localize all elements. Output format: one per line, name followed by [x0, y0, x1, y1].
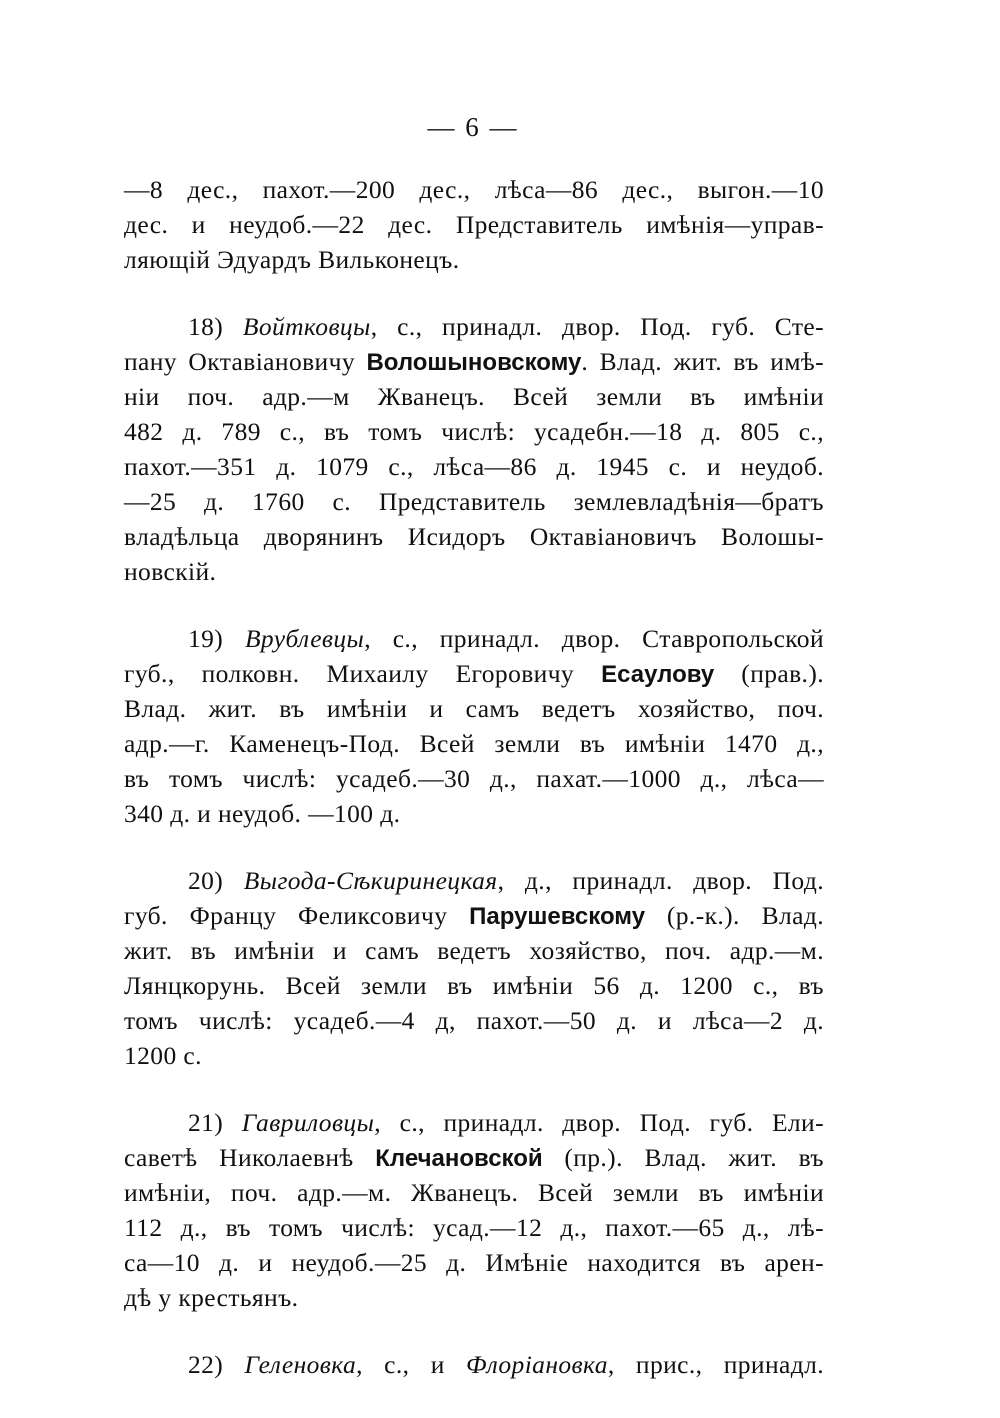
entry-text: губ., полковн. Михаилу Егоровичу [124, 659, 575, 688]
entry-text: пану Октавіановичу [124, 347, 355, 376]
owner-surname: Есаулову [601, 661, 715, 688]
entry-text: , с., и [356, 1350, 445, 1379]
entry-text: губ. Францу Феликсовичу [124, 901, 448, 930]
entry-number: 19) [188, 624, 224, 653]
text-line: 340 д. и неудоб. —100 д. [124, 799, 401, 828]
entry-17-continuation [124, 172, 824, 277]
text-line: имѣніи, поч. адр.—м. Жванецъ. Всей земли въ имѣніи [124, 1178, 824, 1207]
village-name: Геленовка [244, 1350, 357, 1379]
village-name: Флоріановка [466, 1350, 608, 1379]
village-name: Врублевцы [244, 624, 365, 653]
paragraph-gap [124, 1315, 824, 1347]
page-body [124, 172, 824, 1382]
text-line: Влад. жит. въ имѣніи и самъ ведетъ хозяйство, поч. [124, 694, 824, 723]
text-line: 1200 с. [124, 1041, 202, 1070]
village-name: Выгода-Сѣкиринецкая [243, 866, 498, 895]
owner-surname: Парушевскому [469, 903, 646, 930]
entry-text: саветѣ Николаевнѣ [124, 1143, 354, 1172]
text-line: владѣльца дворянинъ Исидоръ Октавіановичъ Волошы- [124, 522, 824, 551]
entry-text: (пр.). Влад. жит. въ [564, 1143, 824, 1172]
entry-text: (р.-к.). Влад. [666, 901, 824, 930]
paragraph-gap [124, 1073, 824, 1105]
entry-number: 22) [188, 1350, 224, 1379]
entry-text: . Влад. жит. въ имѣ- [581, 347, 824, 376]
entry-text: , прис., принадл. [607, 1350, 824, 1379]
entry-number: 20) [188, 866, 224, 895]
entry-text: , с., принадл. двор. Под. губ. Ели- [374, 1108, 824, 1137]
paragraph-gap [124, 277, 824, 309]
entry-18 [124, 309, 824, 589]
entry-number: 21) [188, 1108, 224, 1137]
entry-heading-line [124, 309, 824, 344]
entry-19 [124, 621, 824, 831]
owner-surname: Клечановской [375, 1145, 543, 1172]
village-name: Гавриловцы [241, 1108, 375, 1137]
text-line: 482 д. 789 с., въ томъ числѣ: усадебн.—18 д. 805 с., [124, 417, 824, 446]
entry-20 [124, 863, 824, 1073]
text-line: новскій. [124, 557, 217, 586]
page-number: — 6 — [427, 112, 519, 142]
text-line: —8 дес., пахот.—200 дес., лѣса—86 дес., выгон.—10 [124, 175, 824, 204]
text-line: адр.—г. Каменецъ-Под. Всей земли въ имѣніи 1470 д., [124, 729, 824, 758]
entry-heading-line [124, 1105, 824, 1140]
text-line: ніи поч. адр.—м Жванецъ. Всей земли въ имѣніи [124, 382, 824, 411]
text-line: са—10 д. и неудоб.—25 д. Имѣніе находится въ арен- [124, 1248, 824, 1277]
text-line: томъ числѣ: усадеб.—4 д, пахот.—50 д. и лѣса—2 д. [124, 1006, 824, 1035]
owner-surname: Волошыновскому [366, 349, 582, 376]
text-line: въ томъ числѣ: усадеб.—30 д., пахат.—1000 д., лѣса— [124, 764, 824, 793]
text-line: —25 д. 1760 с. Представитель землевладѣнія—братъ [124, 487, 824, 516]
entry-text: (прав.). [741, 659, 824, 688]
village-name: Войтковцы [242, 312, 371, 341]
owner-line [124, 656, 824, 691]
entry-heading-line [124, 1347, 824, 1382]
owner-line [124, 344, 824, 379]
entry-22 [124, 1347, 824, 1382]
text-line: Лянцкорунь. Всей земли въ имѣніи 56 д. 1200 с., въ [124, 971, 824, 1000]
entry-text: , с., принадл. двор. Ставропольской [364, 624, 824, 653]
text-line: пахот.—351 д. 1079 с., лѣса—86 д. 1945 с. и неудоб. [124, 452, 824, 481]
entry-21 [124, 1105, 824, 1315]
paragraph-gap [124, 589, 824, 621]
entry-text: , с., принадл. двор. Под. губ. Сте- [370, 312, 824, 341]
text-line: дес. и неудоб.—22 дес. Представитель имѣнія—управ- [124, 210, 824, 239]
owner-line [124, 1140, 824, 1175]
paragraph-gap [124, 831, 824, 863]
entry-heading-line [124, 621, 824, 656]
text-line: ляющій Эдуардъ Вильконецъ. [124, 245, 460, 274]
owner-line [124, 898, 824, 933]
entry-number: 18) [188, 312, 224, 341]
text-line: жит. въ имѣніи и самъ ведетъ хозяйство, поч. адр.—м. [124, 936, 824, 965]
entry-heading-line [124, 863, 824, 898]
entry-text: , д., принадл. двор. Под. [497, 866, 824, 895]
text-line: 112 д., въ томъ числѣ: усад.—12 д., пахот.—65 д., лѣ- [124, 1213, 824, 1242]
text-line: дѣ у крестьянъ. [124, 1283, 299, 1312]
